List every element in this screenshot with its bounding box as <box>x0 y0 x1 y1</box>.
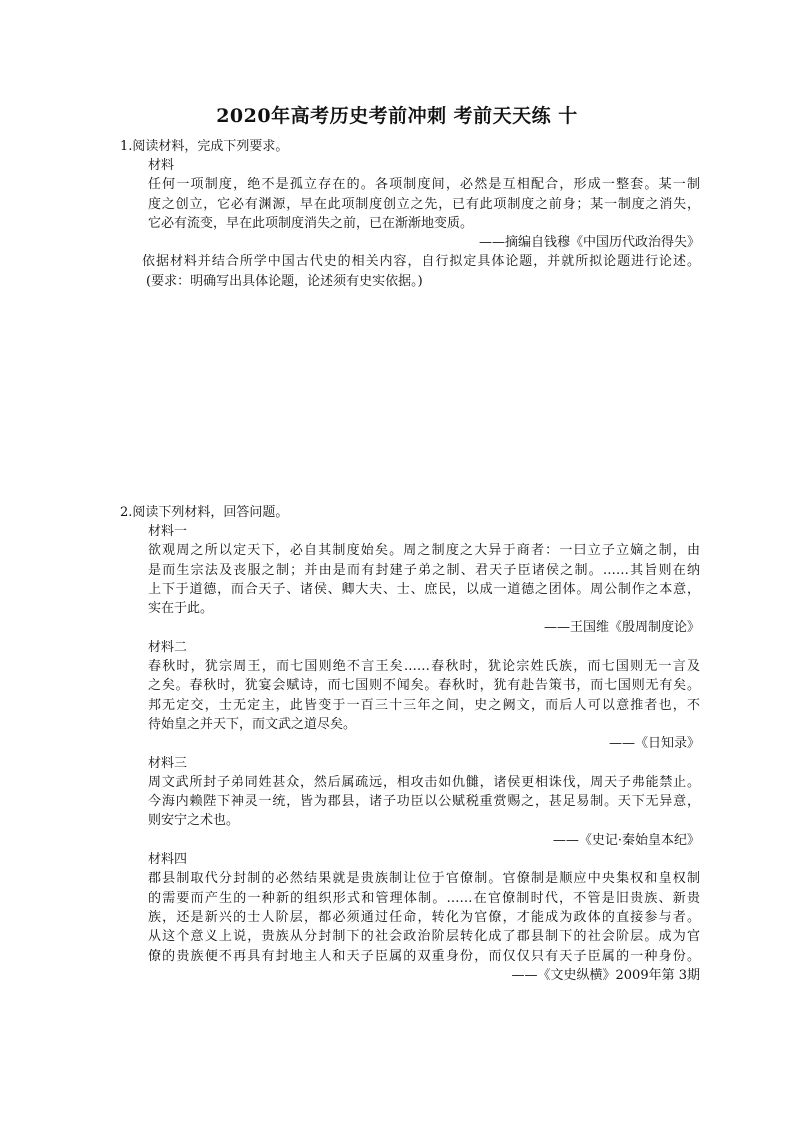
material-line: 欲观周之所以定天下，必自其制度始矣。周之制度之大异于商者：一曰立子立嫡之制，由 <box>148 543 700 559</box>
task-line: 依据材料并结合所学中国古代史的相关内容，自行拟定具体论题，并就所拟论题进行论述。 <box>142 254 700 270</box>
material-source: ——《日知录》 <box>608 736 700 752</box>
material-line: 则安宁之术也。 <box>148 813 240 829</box>
material-source: ——《史记·秦始皇本纪》 <box>552 832 700 848</box>
material-line: 今海内赖陛下神灵一统，皆为郡县，诸子功臣以公赋税重赏赐之，甚足易制。天下无异意， <box>148 794 700 810</box>
material-line: 族，还是新兴的士人阶层，都必须通过任命，转化为官僚，才能成为政体的直接参与者。 <box>148 909 700 925</box>
material-source: ——摘编自钱穆《中国历代政治得失》 <box>478 235 700 251</box>
task-line: (要求：明确写出具体论题，论述须有史实依据。) <box>146 273 423 289</box>
material-line: 实在于此。 <box>148 601 214 617</box>
material-line: 是而生宗法及丧服之制；并由是而有封建子弟之制、君天子臣诸侯之制。……其旨则在纳 <box>148 562 700 578</box>
material-line: 待始皇之并天下，而文武之道尽矣。 <box>148 716 357 732</box>
material-line: 郡县制取代分封制的必然结果就是贵族制让位于官僚制。官僚制是顺应中央集权和皇权制 <box>148 871 700 887</box>
material-line: 的需要而产生的一种新的组织形式和管理体制。……在官僚制时代，不管是旧贵族、新贵 <box>148 890 700 906</box>
material-2-label: 材料二 <box>148 639 188 655</box>
material-source: ——《文史纵横》2009年第 3期 <box>511 967 700 983</box>
material-line: 它必有流变，早在此项制度消失之前，已在渐渐地变质。 <box>148 215 474 231</box>
question-1-stem: 1.阅读材料，完成下列要求。 <box>120 139 289 154</box>
question-1-material <box>142 156 700 291</box>
material-line: 上下于道德，而合天子、诸侯、卿大夫、士、庶民，以成一道德之团体。周公制作之本意， <box>148 581 700 597</box>
material-line: 度之创立，它必有渊源，早在此项制度创立之先，已有此项制度之前身；某一制度之消失， <box>148 196 700 212</box>
material-line: 僚的贵族便不再具有封地主人和天子臣属的双重身份，而仅仅只有天子臣属的一种身份。 <box>148 948 700 964</box>
material-label: 材料 <box>148 158 175 173</box>
material-4-label: 材料四 <box>148 852 188 868</box>
material-3-label: 材料三 <box>148 755 188 771</box>
material-1-label: 材料一 <box>148 524 188 539</box>
material-line: 周文武所封子弟同姓甚众，然后属疏远，相攻击如仇雠，诸侯更相诛伐，周天子弗能禁止。 <box>148 774 700 790</box>
question-2-stem: 2.阅读下列材料，回答问题。 <box>120 505 289 520</box>
material-source: ——王国维《殷周制度论》 <box>543 620 700 636</box>
material-line: 从这个意义上说，贵族从分封制下的社会政治阶层转化成了郡县制下的社会阶层。成为官 <box>148 929 700 945</box>
material-line: 之矣。春秋时，犹宴会赋诗，而七国则不闻矣。春秋时，犹有赴告策书，而七国则无有矣。 <box>148 678 700 694</box>
question-2-materials <box>148 522 700 985</box>
material-line: 任何一项制度，绝不是孤立存在的。各项制度间，必然是互相配合，形成一整套。某一制 <box>148 177 700 193</box>
material-line: 春秋时，犹宗周王，而七国则绝不言王矣……春秋时，犹论宗姓氏族，而七国则无一言及 <box>148 659 700 675</box>
page-title: 2020年高考历史考前冲刺 考前天天练 十 <box>216 105 578 127</box>
material-line: 邦无定交，士无定主，此皆变于一百三十三年之间，史之阙文，而后人可以意推者也，不 <box>148 697 700 713</box>
